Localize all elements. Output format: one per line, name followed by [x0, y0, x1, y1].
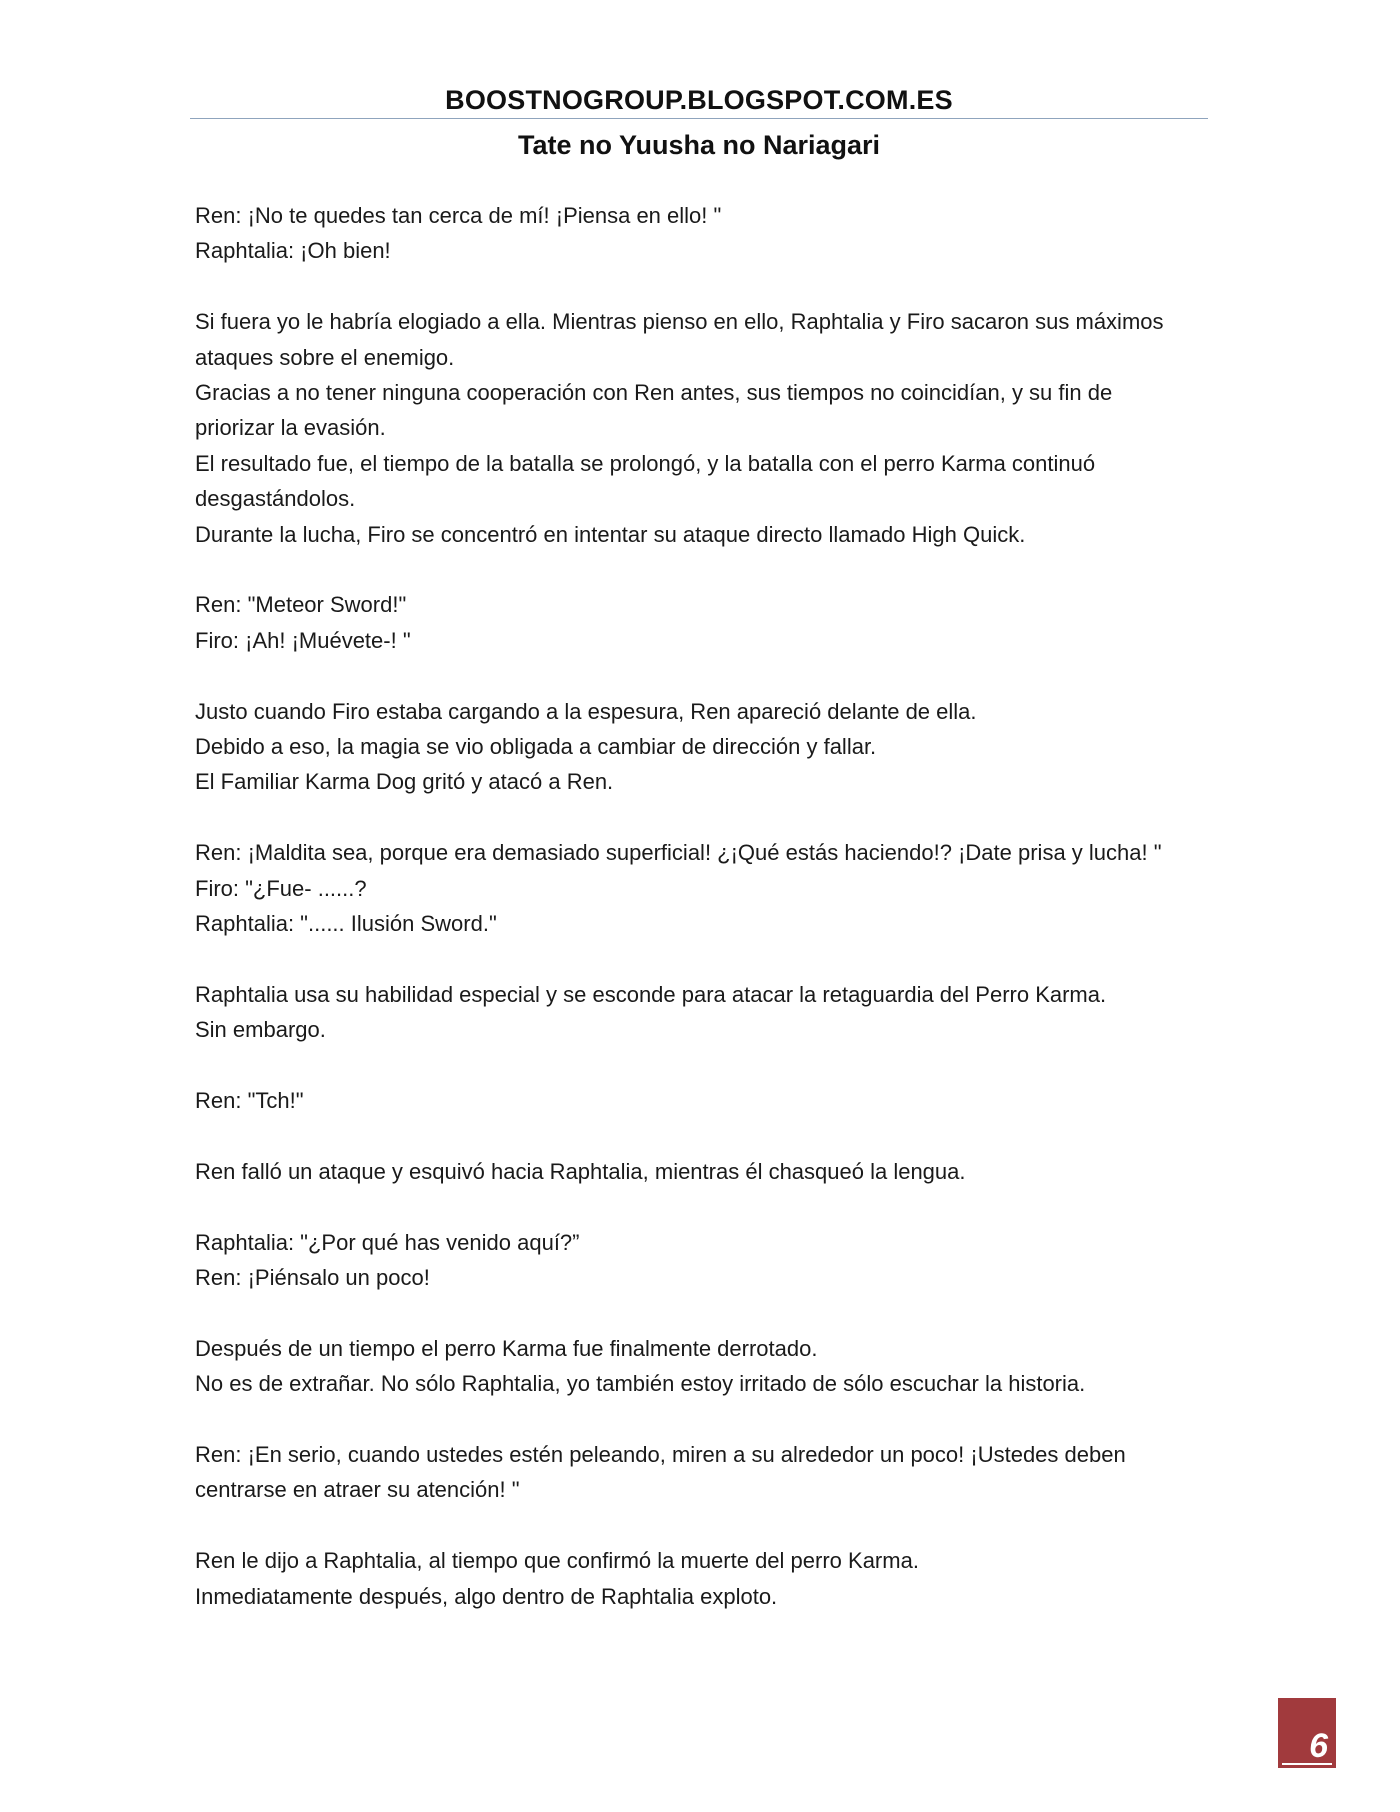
paragraph	[195, 1543, 1205, 1614]
page-number: 6	[1309, 1727, 1328, 1765]
text-line: Firo: ¡Ah! ¡Muévete-! "	[195, 627, 411, 653]
paragraph	[195, 1083, 1205, 1118]
paragraph	[195, 587, 1205, 658]
text-line: Justo cuando Firo estaba cargando a la espesura, Ren apareció delante de ella.	[195, 698, 977, 724]
text-line: El Familiar Karma Dog gritó y atacó a Ren.	[195, 769, 614, 795]
text-line: Ren falló un ataque y esquivó hacia Raphtalia, mientras él chasqueó la lengua.	[195, 1158, 966, 1184]
text-line: Ren: "Meteor Sword!"	[195, 592, 407, 618]
site-name: BOOSTNOGROUP.BLOGSPOT.COM.ES	[445, 85, 953, 115]
header-rule	[190, 118, 1208, 119]
text-line: Raphtalia usa su habilidad especial y se esconde para atacar la retaguardia del Perro Karma.	[195, 981, 1107, 1007]
text-line: Ren: ¡No te quedes tan cerca de mí! ¡Piensa en ello! "	[195, 203, 722, 228]
text-line: Durante la lucha, Firo se concentró en intentar su ataque directo llamado High Quick.	[195, 521, 1026, 547]
document-title: Tate no Yuusha no Nariagari	[517, 130, 881, 160]
text-line: Ren: ¡Maldita sea, porque era demasiado superficial! ¿¡Qué estás haciendo!? ¡Date prisa y lucha! "	[195, 840, 1162, 866]
text-line: Raphtalia: "¿Por qué has venido aquí?”	[195, 1229, 580, 1255]
text-line: Sin embargo.	[195, 1017, 326, 1043]
page-header	[190, 82, 1208, 163]
paragraph	[195, 1437, 1205, 1508]
paragraph	[195, 1225, 1205, 1296]
text-line: Firo: "¿Fue- ......?	[195, 875, 367, 901]
paragraph	[195, 1154, 1205, 1189]
paragraph	[195, 835, 1205, 941]
text-line: Ren: ¡En serio, cuando ustedes estén peleando, miren a su alrededor un poco! ¡Ustedes deben	[195, 1442, 1126, 1468]
text-line: Inmediatamente después, algo dentro de Raphtalia exploto.	[195, 1583, 778, 1609]
text-line: priorizar la evasión.	[195, 415, 386, 441]
paragraph	[195, 304, 1205, 552]
paragraph	[195, 198, 1205, 269]
paragraph	[195, 977, 1205, 1048]
text-line: El resultado fue, el tiempo de la batalla se prolongó, y la batalla con el perro Karma continuó	[195, 450, 1096, 476]
text-line: Raphtalia: ¡Oh bien!	[195, 238, 391, 264]
paragraph	[195, 1331, 1205, 1402]
document-body	[195, 198, 1205, 1649]
text-line: Raphtalia: "...... Ilusión Sword."	[195, 911, 497, 937]
text-line: Si fuera yo le habría elogiado a ella. Mientras pienso en ello, Raphtalia y Firo sacaron sus máximos	[195, 309, 1164, 335]
text-line: ataques sobre el enemigo.	[195, 344, 455, 370]
text-line: desgastándolos.	[195, 486, 356, 512]
text-line: No es de extrañar. No sólo Raphtalia, yo también estoy irritado de sólo escuchar la historia.	[195, 1371, 1086, 1397]
paragraph	[195, 694, 1205, 800]
page-number-badge	[1278, 1698, 1336, 1768]
text-line: Ren: ¡Piénsalo un poco!	[195, 1265, 430, 1291]
text-line: Debido a eso, la magia se vio obligada a cambiar de dirección y fallar.	[195, 734, 877, 760]
page-number-underline	[1282, 1763, 1332, 1765]
text-line: Después de un tiempo el perro Karma fue finalmente derrotado.	[195, 1335, 818, 1361]
text-line: Ren: "Tch!"	[195, 1088, 304, 1114]
text-line: centrarse en atraer su atención! "	[195, 1477, 520, 1503]
text-line: Gracias a no tener ninguna cooperación con Ren antes, sus tiempos no coincidían, y su fin de	[195, 380, 1113, 406]
text-line: Ren le dijo a Raphtalia, al tiempo que confirmó la muerte del perro Karma.	[195, 1548, 919, 1574]
